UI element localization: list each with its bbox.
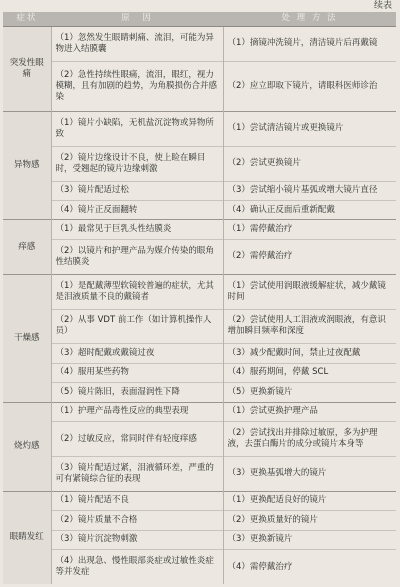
cause-cell: （4）镜片正反面翻转	[51, 200, 223, 219]
header-method: 处 理 方 法	[223, 12, 396, 27]
method-cell: （4）服药期间，停戴 SCL	[223, 363, 396, 382]
table-header-row	[3, 12, 396, 27]
method-cell: （3）更换基弧增大的镜片	[223, 456, 396, 491]
table-row	[3, 274, 396, 309]
table-row	[3, 344, 396, 363]
table-row	[3, 220, 396, 239]
method-cell: （5）更换新镜片	[223, 383, 396, 402]
cause-cell: （3）镜片配适过紧，泪液循环差，严重的可有紧镜综合征的表现	[51, 456, 223, 491]
cause-cell: （2）镜片质量不合格	[51, 511, 223, 530]
method-cell: （1）更换配适良好的镜片	[223, 491, 396, 510]
table-row	[3, 550, 396, 584]
cause-cell: （2）以镜片和护理产品为媒介传染的眼角性结膜炎	[51, 239, 223, 274]
table-row	[3, 383, 396, 402]
cause-cell: （1）忽然发生眼睛刺痛、流泪，可能为异物进入结膜囊	[51, 27, 223, 62]
symptom-cell: 烧灼感	[3, 402, 51, 491]
method-cell: （1）需停戴治疗	[223, 220, 396, 239]
cause-cell: （2）镜片边缘设计不良，使上睑在瞬目时，受翘起的镜片边缘刺激	[51, 146, 223, 181]
cause-cell: （1）是配戴薄型软镜较普遍的症状，尤其是泪液质量不良的戴镜者	[51, 274, 223, 309]
method-cell: （4）确认正反面后重新配戴	[223, 200, 396, 219]
symptom-cell: 眼睛发红	[3, 491, 51, 584]
cause-cell: （2）过敏反应，常同时伴有轻度痒感	[51, 422, 223, 457]
cause-cell: （1）护理产品毒性反应的典型表现	[51, 402, 223, 421]
method-cell: （2）尝试更换镜片	[223, 146, 396, 181]
method-cell: （1）尝试更换护理产品	[223, 402, 396, 421]
symptom-cell: 干燥感	[3, 274, 51, 402]
table-row	[3, 422, 396, 457]
cause-cell: （4）服用某些药物	[51, 363, 223, 382]
cause-cell: （4）出现急、慢性眼部炎症或过敏性炎症等并发症	[51, 550, 223, 584]
method-cell: （1）摘镜冲洗镜片，清洁镜片后再戴镜	[223, 27, 396, 62]
symptom-table	[3, 12, 396, 584]
table-row	[3, 309, 396, 344]
table-row	[3, 146, 396, 181]
method-cell: （2）更换质量好的镜片	[223, 511, 396, 530]
table-row	[3, 239, 396, 274]
method-cell: （3）尝试缩小镜片基弧或增大镜片直径	[223, 181, 396, 200]
cause-cell: （1）镜片配适不良	[51, 491, 223, 510]
symptom-cell: 痒感	[3, 220, 51, 274]
table-row	[3, 200, 396, 219]
table-row	[3, 181, 396, 200]
cause-cell: （1）最常见于巨乳头性结膜炎	[51, 220, 223, 239]
table-row	[3, 511, 396, 530]
method-cell: （2）应立即取下镜片，请眼科医师诊治	[223, 61, 396, 111]
method-cell: （2）尝试找出并排除过敏原，多为护理液，去蛋白酶片的成分或镜片本身等	[223, 422, 396, 457]
method-cell: （2）尝试使用人工泪液或润眼液，有意识增加瞬目频率和深度	[223, 309, 396, 344]
method-cell: （3）更换新镜片	[223, 530, 396, 549]
header-cause: 原 因	[51, 12, 223, 27]
cause-cell: （1）镜片小缺陷，无机盐沉淀物或异物所致	[51, 111, 223, 146]
table-row	[3, 27, 396, 62]
table-row	[3, 402, 396, 421]
method-cell: （1）尝试使用润眼液缓解症状，减少戴镜时间	[223, 274, 396, 309]
cause-cell: （5）镜片陈旧，表面湿润性下降	[51, 383, 223, 402]
method-cell: （4）需停戴治疗	[223, 550, 396, 584]
method-cell: （3）减少配戴时间，禁止过夜配戴	[223, 344, 396, 363]
method-cell: （2）需停戴治疗	[223, 239, 396, 274]
cause-cell: （3）超时配戴或戴镜过夜	[51, 344, 223, 363]
method-cell: （1）尝试清洁镜片或更换镜片	[223, 111, 396, 146]
table-row	[3, 456, 396, 491]
cause-cell: （2）急性持续性眼痛，流泪，眼红，视力模糊，且有加剧的趋势，为角膜损伤合并感染	[51, 61, 223, 111]
table-row	[3, 530, 396, 549]
symptom-cell: 突发性眼痛	[3, 27, 51, 112]
header-symptom: 症状	[3, 12, 51, 27]
table-row	[3, 61, 396, 111]
table-row	[3, 111, 396, 146]
table-row	[3, 491, 396, 510]
cause-cell: （3）镜片配适过松	[51, 181, 223, 200]
continued-label: 续表	[373, 1, 392, 11]
table-row	[3, 363, 396, 382]
cause-cell: （3）镜片沉淀物刺激	[51, 530, 223, 549]
cause-cell: （2）从事 VDT 前工作（如计算机操作人员）	[51, 309, 223, 344]
symptom-cell: 异物感	[3, 111, 51, 220]
